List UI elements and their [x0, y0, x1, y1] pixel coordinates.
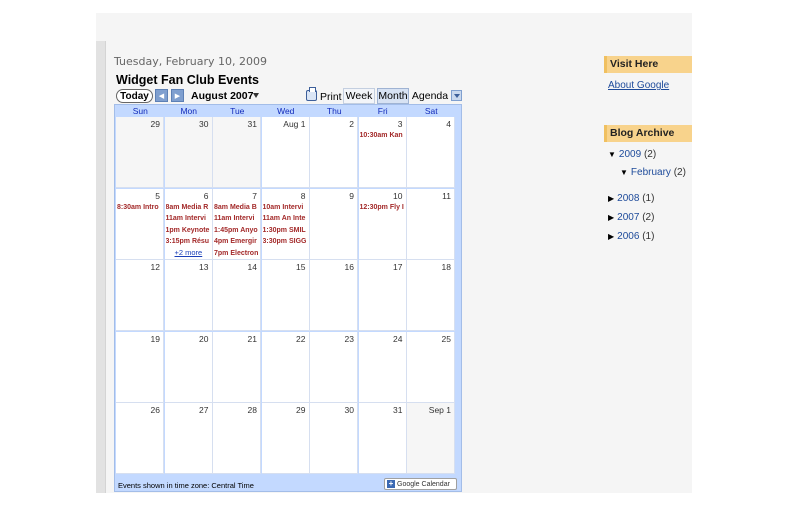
- archive-year-2008[interactable]: [608, 193, 654, 204]
- more-events-link[interactable]: +2 more: [174, 247, 203, 257]
- about-google-link[interactable]: About Google: [608, 80, 670, 91]
- day-number[interactable]: 17: [393, 262, 403, 272]
- tab-month[interactable]: Month: [378, 90, 408, 102]
- day-number[interactable]: 26: [150, 405, 160, 415]
- day-number[interactable]: 31: [247, 119, 257, 129]
- chevron-right-icon: ▶: [174, 92, 181, 100]
- event-chip[interactable]: 3:15pm Résu: [165, 238, 210, 245]
- day-cell[interactable]: [407, 117, 455, 188]
- day-number[interactable]: 3: [397, 119, 403, 129]
- day-number[interactable]: 15: [296, 262, 306, 272]
- archive-count: (2): [642, 212, 655, 223]
- day-cell[interactable]: [116, 260, 164, 331]
- event-chip[interactable]: 8am Media B: [214, 203, 257, 211]
- day-cell[interactable]: [262, 332, 310, 403]
- archive-year-label[interactable]: 2006: [617, 231, 640, 242]
- event-chip[interactable]: 12:30pm Fly I: [359, 203, 404, 211]
- print-link[interactable]: Print: [320, 91, 342, 103]
- day-number[interactable]: 11: [442, 190, 451, 201]
- event-chip[interactable]: 1pm Keynote: [165, 226, 210, 234]
- day-cell[interactable]: [165, 403, 213, 474]
- day-cell[interactable]: [310, 403, 358, 474]
- weekday-header-fri: Fri: [377, 106, 388, 116]
- day-cell[interactable]: [213, 189, 261, 260]
- calendar-title: Widget Fan Club Events: [116, 73, 259, 87]
- day-number[interactable]: 28: [247, 405, 257, 415]
- left-border-stripe: [96, 41, 106, 493]
- day-number[interactable]: 27: [199, 405, 209, 415]
- day-cell[interactable]: [213, 403, 261, 474]
- day-cell[interactable]: [310, 332, 358, 403]
- today-button[interactable]: Today: [116, 89, 153, 103]
- view-menu-dropdown-icon[interactable]: [451, 90, 462, 101]
- day-cell[interactable]: [262, 117, 310, 188]
- day-number[interactable]: 13: [199, 262, 209, 272]
- day-number[interactable]: Sep 1: [428, 405, 451, 415]
- day-number[interactable]: 16: [344, 262, 354, 272]
- day-cell[interactable]: [407, 260, 455, 331]
- day-cell[interactable]: [262, 189, 310, 260]
- day-cell[interactable]: [407, 189, 455, 260]
- day-number[interactable]: 20: [199, 333, 209, 344]
- prev-month-button[interactable]: [155, 89, 168, 102]
- day-number[interactable]: 21: [247, 333, 257, 344]
- day-cell[interactable]: [407, 332, 455, 403]
- event-chip[interactable]: 11am An Inte: [262, 215, 306, 222]
- archive-month-february[interactable]: [620, 167, 686, 178]
- add-to-google-calendar-button[interactable]: [384, 478, 457, 490]
- day-number[interactable]: 12: [150, 262, 160, 272]
- event-chip[interactable]: 11am Intervi: [214, 215, 255, 222]
- day-number[interactable]: 2: [349, 119, 354, 129]
- day-number[interactable]: 29: [296, 405, 306, 415]
- day-number[interactable]: 5: [155, 190, 160, 201]
- archive-month-label[interactable]: February: [630, 167, 671, 178]
- weekday-header-sat: Sat: [424, 106, 438, 116]
- day-number[interactable]: 8: [300, 190, 306, 201]
- day-number[interactable]: 22: [296, 333, 306, 344]
- day-number[interactable]: 25: [441, 333, 451, 344]
- day-cell[interactable]: [407, 403, 455, 474]
- day-cell[interactable]: [262, 260, 310, 331]
- event-list: [214, 202, 259, 260]
- month-grid: [114, 104, 462, 492]
- day-cell[interactable]: [310, 117, 358, 188]
- archive-year-2007[interactable]: [608, 212, 654, 223]
- blog-archive-header: Blog Archive: [604, 125, 692, 142]
- day-cell[interactable]: [262, 403, 310, 474]
- day-number[interactable]: 24: [393, 333, 403, 344]
- day-cell[interactable]: [116, 189, 164, 260]
- day-number[interactable]: 4: [446, 119, 451, 129]
- tab-agenda[interactable]: Agenda: [411, 90, 449, 102]
- archive-year-label[interactable]: 2008: [617, 193, 640, 204]
- tab-week[interactable]: Week: [343, 88, 375, 104]
- weekday-header-wed: Wed: [277, 106, 295, 116]
- day-number[interactable]: Aug 1: [283, 119, 306, 129]
- day-cell[interactable]: [359, 260, 407, 331]
- weekday-header-thu: Thu: [326, 106, 342, 116]
- day-cell[interactable]: [116, 117, 164, 188]
- day-cell[interactable]: [116, 332, 164, 403]
- day-number[interactable]: 14: [247, 262, 257, 272]
- gcal-button-label: Google Calendar: [397, 480, 450, 488]
- day-cell[interactable]: [310, 189, 358, 260]
- event-chip[interactable]: 10am Intervi: [262, 203, 304, 211]
- chevron-left-icon: ◀: [158, 92, 165, 100]
- day-cell[interactable]: [213, 260, 261, 331]
- event-chip[interactable]: 10:30am Kan: [359, 132, 403, 139]
- chevron-down-icon[interactable]: [253, 93, 259, 98]
- day-number[interactable]: 10: [393, 190, 403, 201]
- event-chip[interactable]: 4pm Emergir: [214, 238, 257, 245]
- event-chip[interactable]: 1:30pm SMIL: [262, 226, 306, 234]
- archive-year-2009[interactable]: [608, 149, 656, 160]
- event-list: [263, 202, 308, 248]
- archive-count: (2): [643, 149, 657, 160]
- event-chip[interactable]: 11am Intervi: [165, 215, 206, 222]
- archive-count: (1): [642, 193, 655, 204]
- event-list: [166, 202, 211, 258]
- day-cell[interactable]: [310, 260, 358, 331]
- day-cell[interactable]: [165, 189, 213, 260]
- day-number[interactable]: 18: [441, 262, 451, 272]
- event-chip[interactable]: 3:30pm SIGG: [262, 238, 307, 245]
- day-number[interactable]: 6: [203, 190, 209, 201]
- day-cell[interactable]: [165, 260, 213, 331]
- day-cell[interactable]: [359, 117, 407, 188]
- timezone-note: Events shown in time zone: Central Time: [118, 481, 254, 490]
- triangle-down-icon[interactable]: ▼: [608, 150, 616, 159]
- event-chip[interactable]: 8:30am Intro: [117, 203, 159, 211]
- event-chip[interactable]: 8am Media R: [165, 203, 209, 211]
- archive-count: (2): [673, 167, 686, 178]
- weekday-header-sun: Sun: [132, 106, 148, 116]
- triangle-right-icon[interactable]: ▶: [608, 232, 615, 241]
- archive-count: (1): [642, 231, 655, 242]
- triangle-down-icon[interactable]: ▼: [620, 168, 628, 177]
- day-number[interactable]: 29: [150, 119, 160, 129]
- event-chip[interactable]: 7pm Electron: [214, 249, 259, 257]
- triangle-right-icon[interactable]: ▶: [608, 194, 615, 203]
- archive-year-2006[interactable]: [608, 231, 654, 242]
- day-number[interactable]: 23: [344, 333, 354, 344]
- day-cell[interactable]: [165, 332, 213, 403]
- weekday-header-tue: Tue: [230, 106, 245, 116]
- day-cell[interactable]: [213, 332, 261, 403]
- archive-year-label[interactable]: 2009: [618, 149, 642, 160]
- day-cell[interactable]: [359, 189, 407, 260]
- event-chip[interactable]: 1:45pm Anyo: [214, 226, 258, 234]
- day-cell[interactable]: [359, 403, 407, 474]
- day-cell[interactable]: [359, 332, 407, 403]
- day-cell[interactable]: [116, 403, 164, 474]
- day-number[interactable]: 19: [150, 333, 160, 344]
- event-list: [360, 130, 405, 142]
- event-list: [117, 202, 162, 214]
- day-number[interactable]: 9: [349, 190, 354, 201]
- day-number[interactable]: 30: [199, 119, 209, 129]
- archive-year-label[interactable]: 2007: [617, 212, 640, 223]
- current-month-label[interactable]: August 2007: [191, 90, 254, 102]
- day-number[interactable]: 7: [252, 190, 257, 201]
- printer-icon[interactable]: [306, 90, 317, 101]
- day-number[interactable]: 30: [344, 405, 354, 415]
- day-cell[interactable]: [213, 117, 261, 188]
- next-month-button[interactable]: [171, 89, 184, 102]
- post-date: Tuesday, February 10, 2009: [114, 55, 267, 68]
- event-list: [360, 202, 405, 214]
- weekday-header-mon: Mon: [180, 106, 198, 116]
- visit-here-header: Visit Here: [604, 56, 692, 73]
- triangle-right-icon[interactable]: ▶: [608, 213, 615, 222]
- day-cell[interactable]: [165, 117, 213, 188]
- day-number[interactable]: 31: [393, 405, 403, 415]
- plus-icon: +: [388, 479, 394, 488]
